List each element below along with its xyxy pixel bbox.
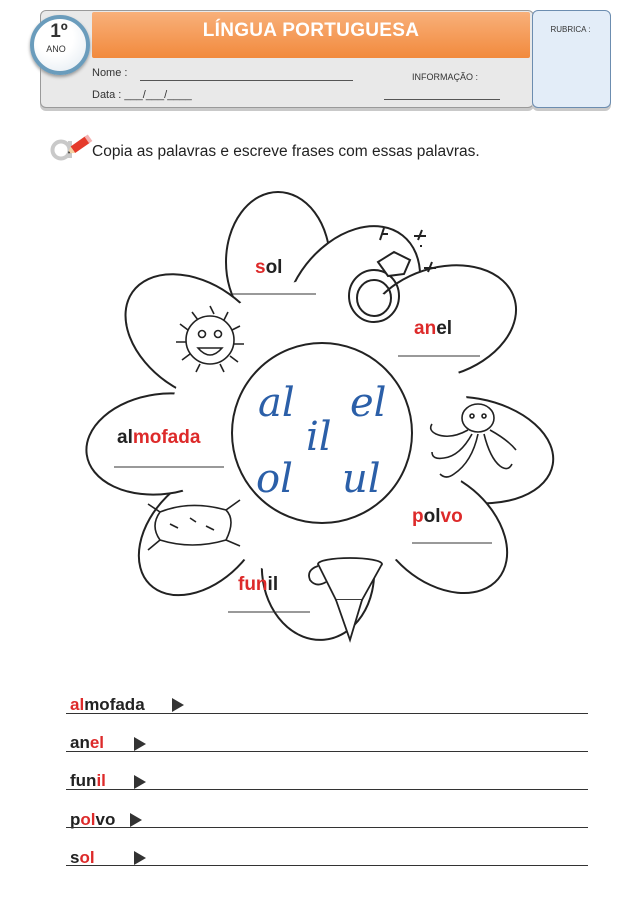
petal-word-polvo: polvo bbox=[412, 506, 463, 527]
writing-line-almofada[interactable] bbox=[66, 713, 588, 714]
arrow-icon bbox=[134, 737, 146, 751]
arrow-icon bbox=[172, 698, 184, 712]
exercise-row-almofada: almofada bbox=[70, 695, 145, 714]
info-label: INFORMAÇÃO : bbox=[412, 72, 479, 82]
subject-title: LÍNGUA PORTUGUESA bbox=[202, 20, 420, 41]
syllable-el: el bbox=[350, 380, 387, 426]
exercise-row-polvo: polvo bbox=[70, 810, 116, 829]
petal-word-sol: sol bbox=[255, 257, 283, 278]
petal-word-anel: anel bbox=[414, 318, 453, 339]
arrow-icon bbox=[134, 851, 146, 865]
arrow-icon bbox=[130, 813, 142, 827]
writing-line-polvo[interactable] bbox=[66, 827, 588, 828]
rubric-label: RUBRICA : bbox=[550, 25, 591, 34]
writing-line-funil[interactable] bbox=[66, 789, 588, 790]
syllable-ol: ol bbox=[256, 456, 293, 502]
syllable-il: il bbox=[306, 414, 332, 460]
exercise-row-sol: sol bbox=[70, 848, 95, 867]
instruction-text: Copia as palavras e escreve frases com essas palavras. bbox=[92, 143, 480, 160]
writing-line-sol[interactable] bbox=[66, 865, 588, 866]
exercise-row-funil: funil bbox=[70, 771, 106, 790]
writing-line-anel[interactable] bbox=[66, 751, 588, 752]
exercise-row-anel: anel bbox=[70, 733, 105, 752]
date-field[interactable]: Data : ___/___/____ bbox=[92, 89, 192, 101]
grade-label: ANO bbox=[46, 44, 66, 54]
syllable-ul: ul bbox=[342, 456, 381, 502]
arrow-icon bbox=[134, 775, 146, 789]
syllable-al: al bbox=[258, 380, 295, 426]
petal-word-funil: funil bbox=[238, 574, 279, 595]
name-label: Nome : bbox=[92, 67, 128, 79]
petal-word-almofada: almofada bbox=[117, 427, 201, 448]
grade-number: 1º bbox=[50, 21, 68, 42]
